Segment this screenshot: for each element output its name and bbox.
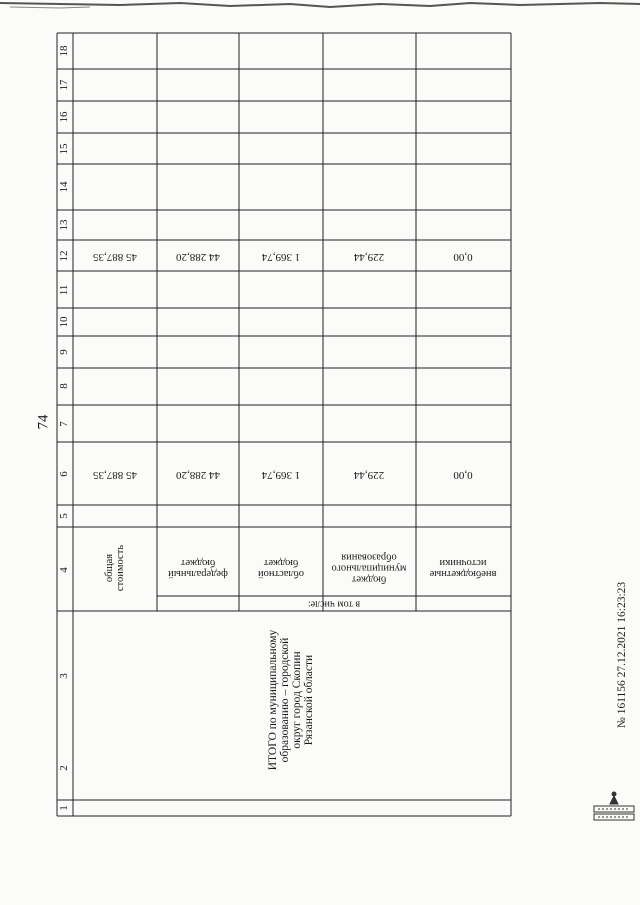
column-number-13: 13 — [58, 219, 71, 231]
municipal-budget-col6: 229,44 — [353, 468, 385, 481]
extrabudgetary-col12: 0,00 — [453, 250, 473, 263]
federal-budget-col6: 44 288,20 — [176, 468, 220, 481]
page-number: 74 — [35, 414, 52, 430]
column-number-18: 18 — [58, 45, 71, 57]
column-number-2: 2 — [58, 765, 71, 771]
column-number-4: 4 — [58, 567, 71, 573]
column-number-12: 12 — [58, 250, 71, 262]
registration-number-footer: № 161156 27.12.2021 16:23:23 — [616, 581, 628, 729]
extrabudgetary-col6: 0,00 — [453, 468, 473, 481]
total-label: ИТОГО по муниципальному образованию – городской округ город Скопин Рязанской области — [266, 629, 316, 771]
total-cost-col6: 45 887,35 — [93, 468, 137, 481]
column-number-16: 16 — [58, 111, 71, 123]
category-total-cost-label: общая стоимость — [103, 544, 126, 592]
regional-budget-col6: 1 369,74 — [261, 468, 301, 481]
stamp-emblem-icon — [590, 790, 638, 830]
regional-budget-col12: 1 369,74 — [261, 250, 301, 263]
total-cost-col12: 45 887,35 — [93, 250, 137, 263]
category-municipal-budget-label: бюджет муниципального образования — [331, 551, 407, 585]
column-number-15: 15 — [58, 143, 71, 155]
column-number-7: 7 — [58, 421, 71, 427]
v-tom-chisle-label: в том числе: — [307, 598, 361, 610]
category-regional-budget-label: областной бюджет — [258, 557, 304, 580]
column-number-11: 11 — [58, 284, 71, 296]
column-number-5: 5 — [58, 513, 71, 519]
column-number-17: 17 — [58, 79, 71, 91]
category-federal-budget-label: федеральный бюджет — [168, 557, 228, 580]
column-number-10: 10 — [58, 316, 71, 328]
column-number-14: 14 — [58, 181, 71, 193]
column-number-1: 1 — [58, 805, 71, 811]
category-extrabudgetary-label: внебюджетные источники — [429, 557, 497, 580]
federal-budget-col12: 44 288,20 — [176, 250, 220, 263]
municipal-budget-col12: 229,44 — [353, 250, 385, 263]
column-number-8: 8 — [58, 383, 71, 389]
column-number-3: 3 — [58, 673, 71, 679]
column-number-6: 6 — [58, 471, 71, 477]
column-number-9: 9 — [58, 349, 71, 355]
